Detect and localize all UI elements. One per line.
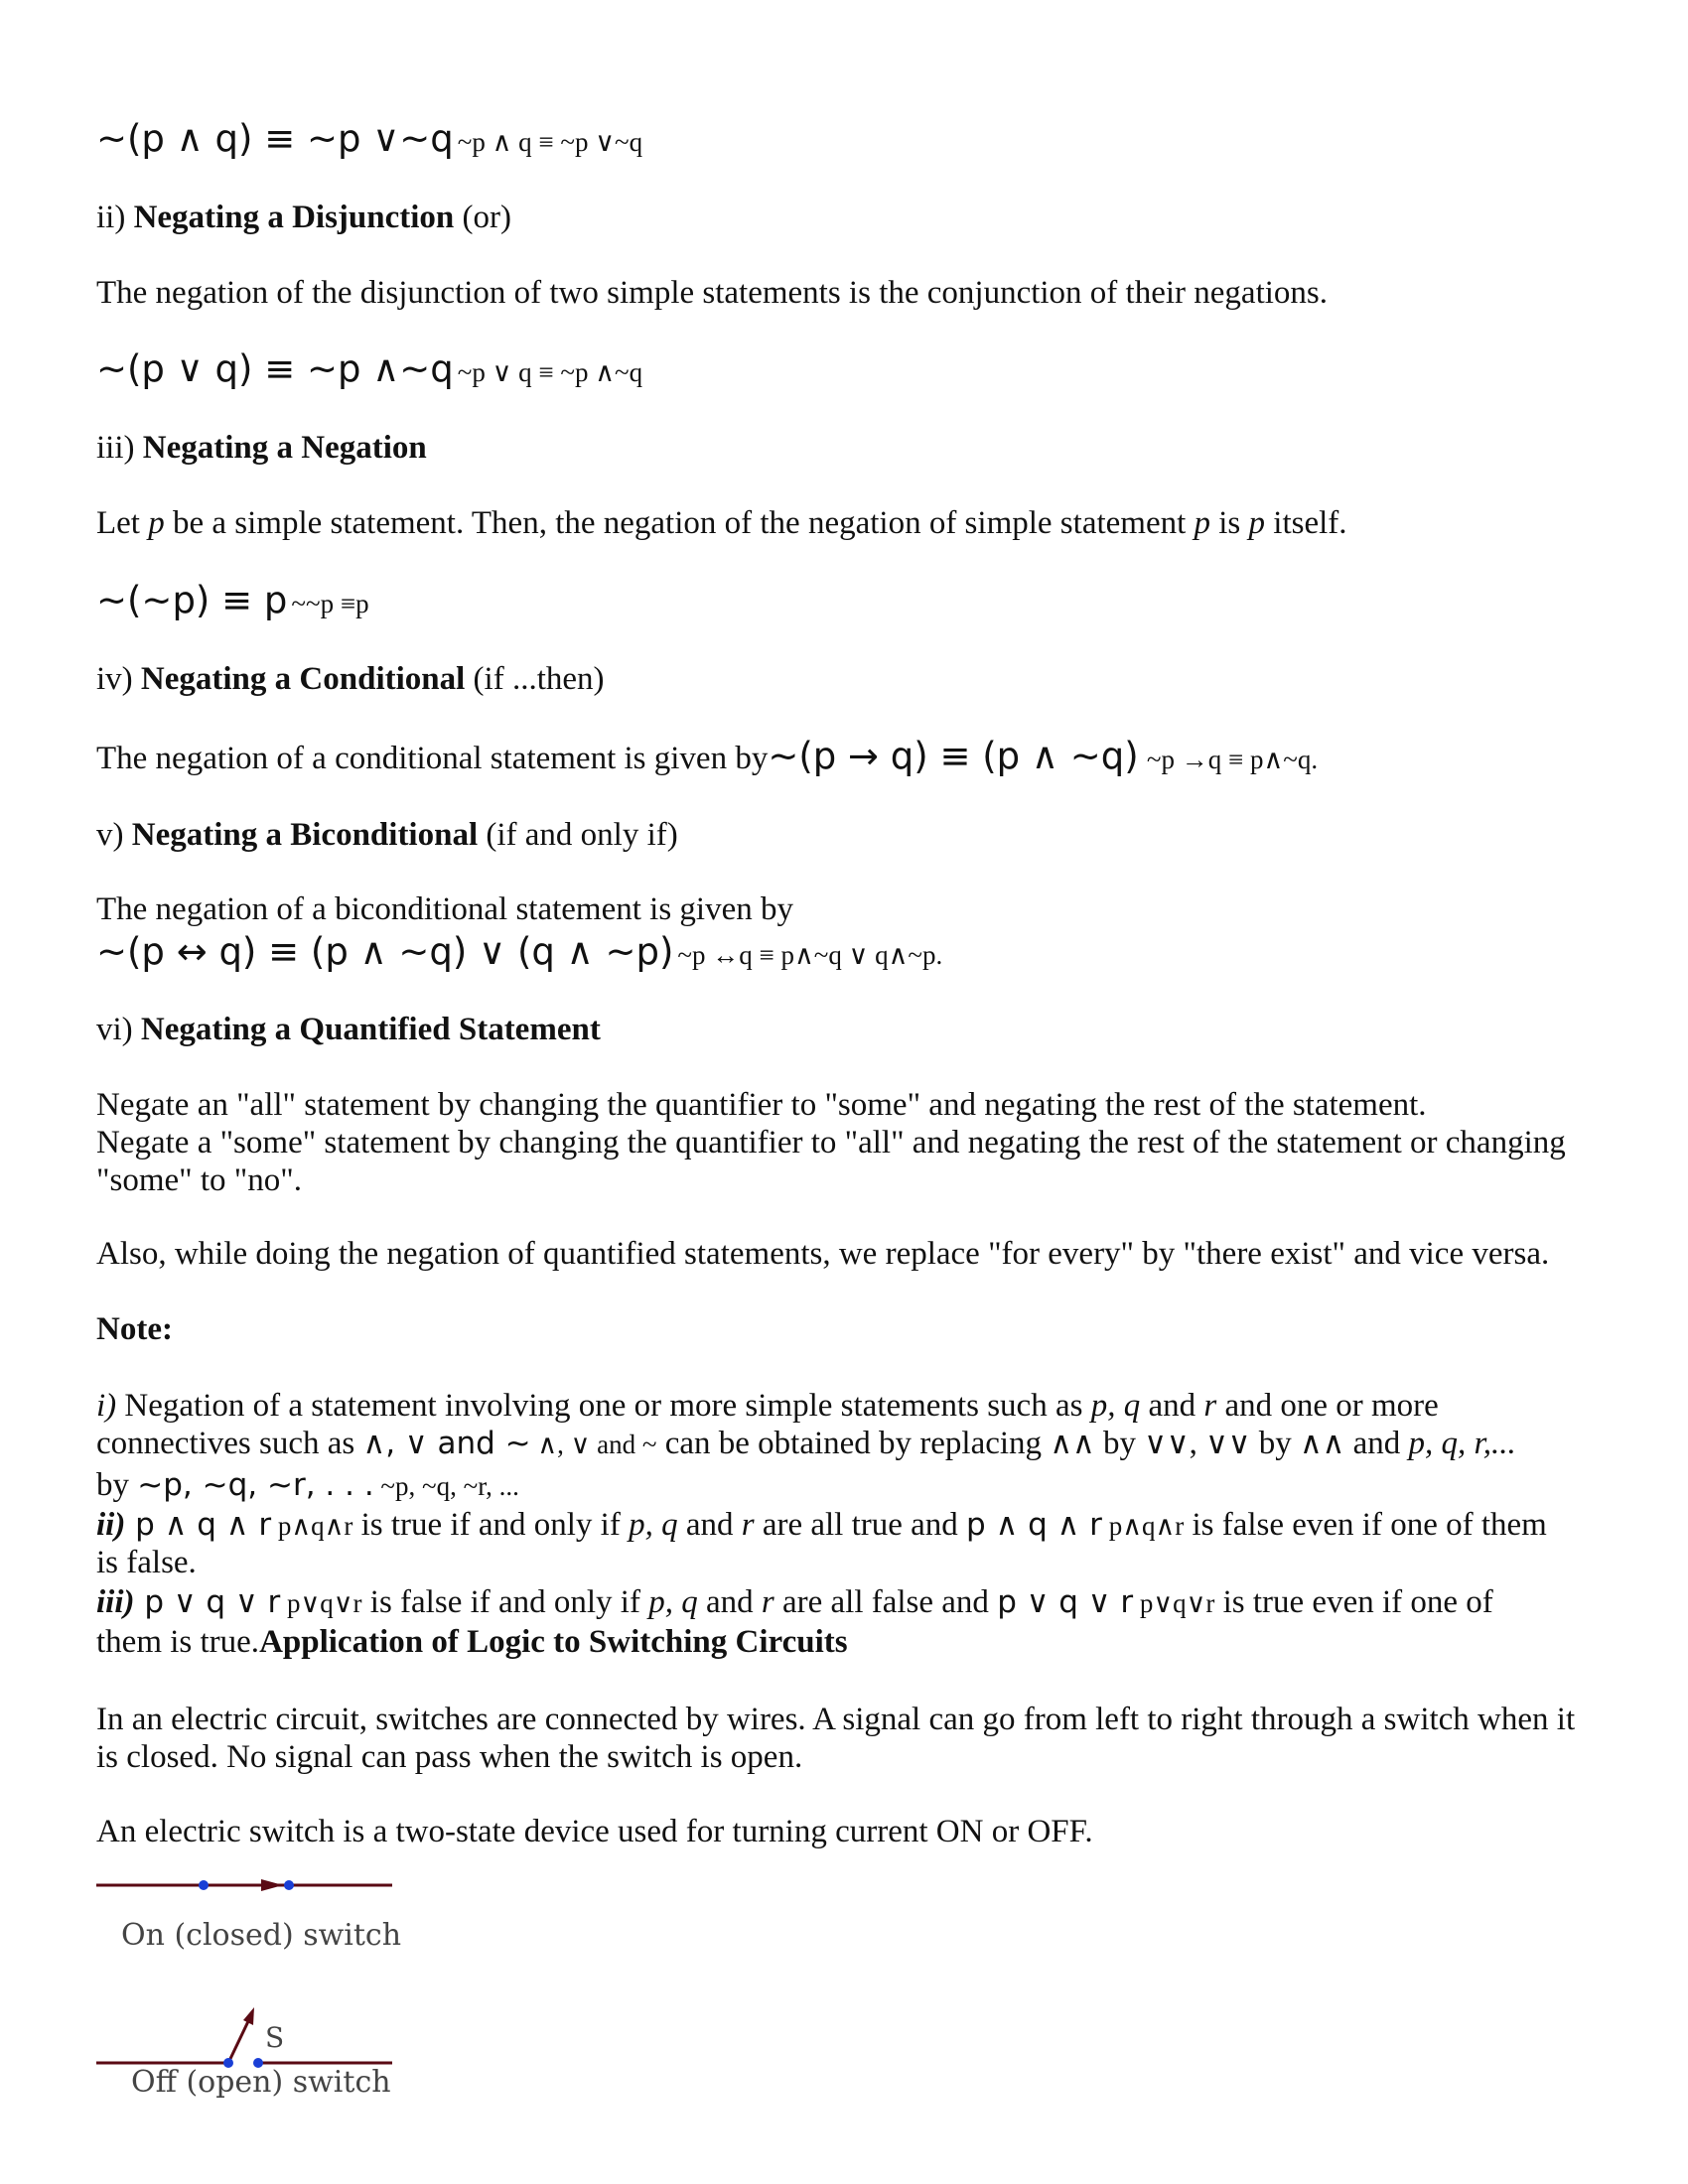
switch-label: S (265, 2021, 285, 2054)
section-vi-body-2: Negate a "some" statement by changing the quantifier to "all" and negating the rest of the statement or changing (96, 1125, 1566, 1160)
note-heading: Note: (96, 1311, 173, 1347)
section-title: Negating a Conditional (140, 661, 466, 697)
circuits-paragraph-2: is closed. No signal can pass when the switch is open. (96, 1739, 803, 1775)
section-title-switching-circuits: Application of Logic to Switching Circuits (259, 1624, 848, 1660)
closed-switch-diagram (94, 1866, 402, 1906)
section-iii-body: Let p be a simple statement. Then, the negation of the negation of simple statement p is p itself. (96, 505, 1347, 541)
section-ii-body: The negation of the disjunction of two simple statements is the conjunction of their negations. (96, 275, 1328, 311)
formula-large: ~(p ∧ q) ≡ ~p ∨~q (96, 117, 454, 160)
formula-negated-disjunction (96, 347, 642, 391)
formula-large: ~(p ∨ q) ≡ ~p ∧~q (96, 347, 454, 390)
arrow-icon (261, 1879, 283, 1891)
note-item-3: iii) p ∨ q ∨ r p∨q∨r is false if and only if p, q and r are all false and p ∨ q ∨ r p∨q∨r is true even if one of (96, 1584, 1493, 1620)
section-vi-body-3: "some" to "no". (96, 1162, 302, 1198)
node-right (284, 1880, 294, 1890)
formula-large: ~(~p) ≡ p (96, 579, 288, 621)
section-iv-heading: iv) Negating a Conditional (if ...then) (96, 661, 605, 697)
formula-plain: ~p ∨ q ≡ ~p ∧~q (457, 357, 643, 387)
formula-plain: ~p →q ≡ p∧~q. (1146, 745, 1319, 774)
section-title: Negating a Negation (142, 430, 427, 466)
formula-negated-conjunction (96, 117, 642, 161)
note-item-1: i) Negation of a statement involving one or more simple statements such as p, q and r and one or more (96, 1388, 1439, 1424)
section-v-heading: v) Negating a Biconditional (if and only if) (96, 817, 678, 853)
section-iv-body: The negation of a conditional statement is given by~(p → q) ≡ (p ∧ ~q) ~p →q ≡ p∧~q. (96, 735, 1319, 777)
section-vi-heading: vi) Negating a Quantified Statement (96, 1012, 601, 1047)
formula-double-negation (96, 579, 369, 622)
formula-plain: ~p ↔q ≡ p∧~q ∨ q∧~p. (677, 940, 943, 970)
section-iii-heading: iii) Negating a Negation (96, 430, 427, 466)
node-left (199, 1880, 209, 1890)
section-vi-body-1: Negate an "all" statement by changing the quantifier to "some" and negating the rest of the statement. (96, 1087, 1427, 1123)
note-item-1-cont-2: by ~p, ~q, ~r, . . . ~p, ~q, ~r, ... (96, 1467, 519, 1503)
section-title: Negating a Disjunction (133, 200, 455, 235)
note-item-3-cont: them is true.Application of Logic to Switching Circuits (96, 1624, 848, 1660)
formula-large: ~(p → q) ≡ (p ∧ ~q) (768, 735, 1139, 777)
formula-plain: ~~p ≡p (291, 589, 369, 618)
formula-negated-biconditional (96, 930, 942, 974)
section-ii-heading: ii) Negating a Disjunction (or) (96, 200, 511, 235)
formula-large: ~(p ↔ q) ≡ (p ∧ ~q) ∨ (q ∧ ~p) (96, 930, 674, 973)
closed-switch-caption: On (closed) switch (121, 1918, 402, 1953)
switch-lever (228, 2017, 250, 2063)
note-item-1-cont: connectives such as ∧, ∨ and ~ ∧, ∨ and ~ can be obtained by replacing ∧∧ by ∨∨, ∨∨ by ∧∧ and p, q, r,... (96, 1426, 1516, 1461)
open-switch-caption: Off (open) switch (131, 2065, 391, 2100)
circuits-paragraph-3: An electric switch is a two-state device used for turning current ON or OFF. (96, 1814, 1093, 1849)
circuits-paragraph-1: In an electric circuit, switches are connected by wires. A signal can go from left to right through a switch when it (96, 1702, 1576, 1737)
section-title: Negating a Biconditional (131, 817, 479, 853)
section-vi-body-4: Also, while doing the negation of quantified statements, we replace "for every" by "there exist" and vice versa. (96, 1236, 1550, 1272)
section-title: Negating a Quantified Statement (140, 1012, 601, 1047)
formula-plain: ~p ∧ q ≡ ~p ∨~q (457, 127, 643, 157)
arrow-icon (243, 2007, 254, 2025)
note-item-2-cont: is false. (96, 1545, 197, 1580)
section-v-body: The negation of a biconditional statement is given by (96, 891, 793, 927)
note-item-2: ii) p ∧ q ∧ r p∧q∧r is true if and only if p, q and r are all true and p ∧ q ∧ r p∧q∧r is false even if one of them (96, 1507, 1547, 1543)
